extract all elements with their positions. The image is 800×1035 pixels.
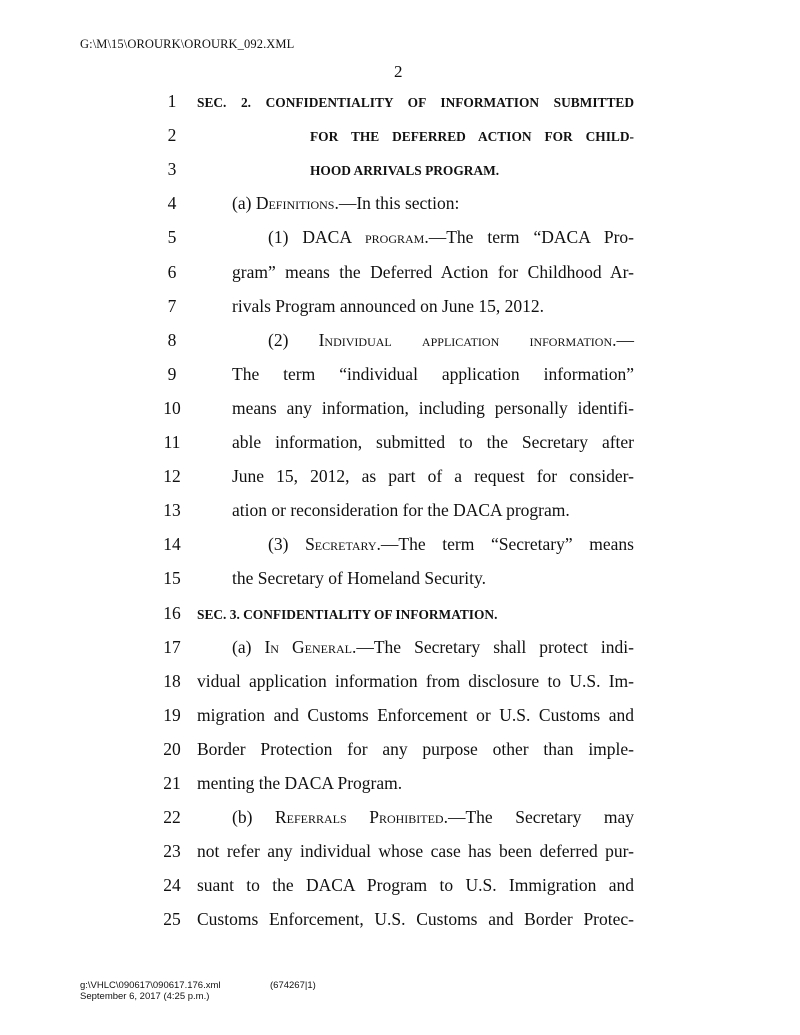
line-text: [232, 430, 634, 454]
body-text: ation or reconsideration for the DACA program.: [232, 500, 570, 521]
line-text: [232, 294, 634, 318]
text-line: [0, 907, 800, 931]
body-text: (a): [232, 636, 265, 657]
body-text: (a): [232, 193, 256, 214]
line-number: 4: [167, 193, 177, 214]
line-text: [197, 703, 634, 727]
body-text: Customs Enforcement, U.S. Customs and Border Protec-: [197, 909, 634, 930]
body-text: (3): [268, 534, 306, 555]
line-text: [232, 464, 634, 488]
text-line: [0, 669, 800, 693]
text-line: [0, 839, 800, 863]
line-text: [268, 532, 634, 556]
subsection-heading-text: Individual application information: [318, 329, 613, 350]
text-line: [0, 464, 800, 488]
line-number: 15: [163, 568, 181, 589]
line-text: [197, 669, 634, 693]
line-text: [268, 328, 634, 352]
text-line: [0, 635, 800, 659]
subsection-heading-text: In General: [264, 636, 352, 657]
text-line: [0, 396, 800, 420]
body-text: The term “individual application information”: [232, 363, 634, 384]
section-heading-text: SEC. 3. CONFIDENTIALITY OF INFORMATION.: [197, 606, 498, 622]
text-line: [0, 157, 800, 181]
line-text: [232, 396, 634, 420]
body-text: .—The term “DACA Pro-: [424, 227, 634, 248]
line-number: 14: [163, 534, 181, 555]
line-text: [197, 907, 634, 931]
line-number: 3: [167, 159, 177, 180]
line-text: [197, 601, 634, 627]
body-text: .—The Secretary may: [443, 807, 635, 828]
footer-file-path: g:\VHLC\090617\090617.176.xml: [80, 980, 221, 991]
line-number: 21: [163, 773, 181, 793]
line-number: 23: [163, 841, 181, 862]
line-number: 13: [163, 500, 181, 521]
line-text: [232, 191, 634, 215]
line-number: 19: [163, 704, 181, 725]
footer-date: September 6, 2017 (4:25 p.m.): [80, 991, 210, 1002]
body-text: .—In this section:: [334, 193, 460, 214]
line-number: 8: [167, 329, 177, 350]
line-number: 18: [163, 670, 181, 691]
line-text: [232, 566, 634, 590]
text-line: [0, 566, 800, 590]
section-heading-text: SEC. 2. CONFIDENTIALITY OF INFORMATION SUBMITTED: [197, 95, 634, 110]
line-number: 5: [167, 227, 177, 248]
line-text: [197, 839, 634, 863]
text-line: [0, 328, 800, 352]
line-text: [197, 89, 634, 115]
text-line: [0, 532, 800, 556]
line-text: [232, 805, 634, 829]
body-text: migration and Customs Enforcement or U.S. Customs and: [197, 704, 634, 725]
body-text: vidual application information from disclosure to U.S. Im-: [197, 670, 634, 691]
body-text: not refer any individual whose case has been deferred pur-: [197, 841, 634, 862]
body-text: gram” means the Deferred Action for Childhood Ar-: [232, 261, 634, 282]
text-line: [0, 362, 800, 386]
body-text: (b): [232, 807, 275, 828]
line-number: 1: [167, 91, 177, 111]
body-text: (2): [268, 329, 319, 350]
line-text: [197, 771, 634, 795]
line-number: 22: [163, 807, 181, 828]
text-line: [0, 498, 800, 522]
section-heading-text: FOR THE DEFERRED ACTION FOR CHILD-: [310, 129, 634, 145]
line-text: [268, 225, 634, 249]
line-text: [232, 498, 634, 522]
text-line: [0, 703, 800, 727]
text-line: [0, 260, 800, 284]
line-number: 6: [167, 261, 177, 282]
line-number: 12: [163, 466, 181, 487]
subsection-heading-text: Secretary: [305, 534, 377, 555]
body-text: suant to the DACA Program to U.S. Immigration and: [197, 875, 634, 896]
line-text: [310, 157, 634, 183]
body-text: .—The term “Secretary” means: [376, 534, 634, 555]
text-line: [0, 294, 800, 318]
line-text: [232, 635, 634, 659]
header-file-path: G:\M\15\OROURK\OROURK_092.XML: [80, 37, 295, 51]
line-text: [232, 260, 634, 284]
footer: [80, 980, 316, 1002]
line-number: 10: [163, 397, 181, 418]
body-text: .—The Secretary shall protect indi-: [351, 636, 634, 657]
subsection-heading-text: Definitions: [255, 193, 335, 214]
line-number: 2: [167, 125, 177, 146]
subsection-heading-text: program: [365, 227, 425, 248]
line-number: 17: [163, 636, 181, 657]
text-line: [0, 805, 800, 829]
line-number: 16: [163, 602, 181, 623]
line-number: 7: [167, 295, 177, 316]
line-number: 9: [167, 363, 177, 384]
line-text: [197, 873, 634, 897]
text-line: [0, 123, 800, 147]
body-text: Border Protection for any purpose other than imple-: [197, 738, 634, 759]
body-text: .—: [612, 329, 634, 350]
line-text: [232, 362, 634, 386]
body-text: the Secretary of Homeland Security.: [232, 568, 486, 589]
body-text: means any information, including personally identifi-: [232, 397, 634, 418]
text-line: [0, 771, 800, 795]
body-text: rivals Program announced on June 15, 2012.: [232, 295, 545, 316]
text-line: [0, 430, 800, 454]
line-number: 11: [163, 432, 181, 452]
line-text: [310, 123, 634, 149]
text-line: [0, 737, 800, 761]
body-text: menting the DACA Program.: [197, 773, 403, 793]
line-number: 20: [163, 738, 181, 759]
text-line: [0, 601, 800, 625]
body-text: able information, submitted to the Secretary after: [232, 432, 634, 452]
subsection-heading-text: Referrals Prohibited: [274, 807, 444, 828]
footer-document-id: (674267|1): [270, 980, 316, 991]
body-text: (1) DACA: [268, 227, 365, 248]
text-line: [0, 225, 800, 249]
text-line: [0, 89, 800, 113]
text-line: [0, 191, 800, 215]
line-number: 24: [163, 875, 181, 896]
page-number: 2: [394, 62, 403, 81]
section-heading-text: HOOD ARRIVALS PROGRAM.: [310, 163, 500, 179]
line-number: 25: [163, 909, 181, 930]
text-line: [0, 873, 800, 897]
body-text: June 15, 2012, as part of a request for consider-: [232, 466, 634, 487]
line-text: [197, 737, 634, 761]
